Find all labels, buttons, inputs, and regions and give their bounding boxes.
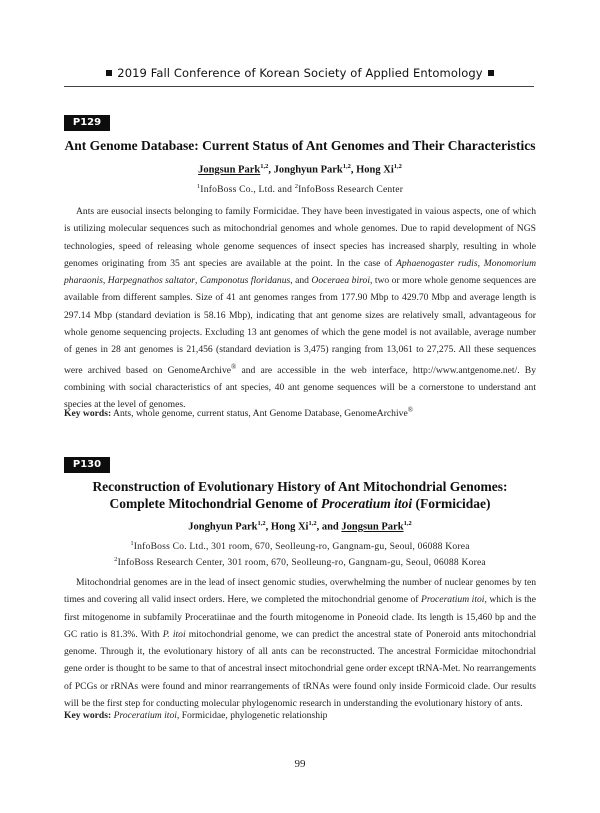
abstract-body: Mitochondrial genomes are in the lead of insect genomic studies, overwhelming the number of nuclear genomes by ten times and covering all valid insect orders. Here, we completed the mitochondrial genome of Proceratium itoi, which is the first mitogenome in subfamily Proceratiinae and the fourth mitogenome in Poneoid clade. Its length is 15,460 bp and the GC ratio is 81.3%. With P. itoi mitochondrial genome, we can predict the ancestral state of Poneroid ants mitochondrial genome. Through it, the evolutionary history of all ants can be reconstructed. The ancestral Formicidae mitochondrial gene order is thought to be same to that of ancestral insect mitochondrial gene order except tRNA-Met. No rearrangements of PCGs or rRNAs were found and minor rearrangements of tRNAs were found only inside Formicoid clade. Our results will be the first step for conducting molecular phylogenomic research in understanding the evolutionary history of ants.: [64, 577, 536, 710]
abstract-id-badge: P130: [64, 457, 110, 473]
author-name: Hong Xi: [356, 164, 394, 176]
species-name: Harpegnathos saltator: [107, 275, 195, 287]
author-sup: 1,2: [257, 520, 266, 527]
species-name: Proceratium itoi: [321, 496, 413, 511]
title-line: Reconstruction of Evolutionary History of Ant Mitochondrial Genomes:: [92, 479, 508, 494]
registered-mark: ®: [231, 362, 237, 371]
author-name: Hong Xi: [270, 521, 309, 533]
species-name: Monomorium pharaonis: [64, 257, 537, 287]
square-bullet-icon: [106, 70, 112, 76]
species-name: Camponotus floridanus: [199, 275, 291, 287]
keywords: Key words: Ants, whole genome, current status, Ant Genome Database, GenomeArchive®: [64, 406, 414, 420]
abstract-id-badge: P129: [64, 115, 110, 131]
author-name: Jonghyun Park: [273, 164, 343, 176]
keywords-label: Key words:: [64, 408, 112, 420]
author-list: Jonghyun Park$^{1,2}$, Hong Xi$^{1,2}$, and Jongsun Park$^{1,2}$: [188, 520, 412, 533]
affiliation-text: InfoBoss Co. Ltd., 301 room, 670, Seolleung-ro, Gangnam-gu, Seoul, 06088 Korea: [133, 541, 470, 553]
author-sup: 1,2: [342, 163, 351, 170]
species-name: P. itoi: [162, 628, 186, 640]
abstract-title: [64, 478, 536, 512]
species-name: Proceratium itoi: [421, 594, 485, 606]
keywords-label: Key words:: [64, 710, 112, 721]
square-bullet-icon: [488, 70, 494, 76]
page-number: 99: [294, 758, 306, 770]
running-header: [0, 66, 600, 80]
registered-mark: ®: [407, 406, 414, 414]
affiliation-text: InfoBoss Co., Ltd. and: [200, 184, 295, 196]
author-sup: 1,2: [393, 163, 402, 170]
author-sup: 1,2: [403, 520, 412, 527]
author-list: Jongsun Park$^{1,2}$, Jonghyun Park$^{1,2}$, Hong Xi$^{1,2}$: [198, 163, 402, 176]
author-name: Jongsun Park: [198, 164, 261, 176]
author-sup: 1,2: [260, 163, 269, 170]
header-text: 2019 Fall Conference of Korean Society of Applied Entomology: [117, 66, 483, 80]
species-name: Proceratium itoi: [113, 710, 177, 721]
abstract-title: Ant Genome Database: Current Status of Ant Genomes and Their Characteristics: [64, 138, 536, 153]
species-name: Aphaenogaster rudis: [395, 257, 478, 269]
species-name: Ooceraea biroi: [311, 275, 370, 287]
affiliation: $^1$InfoBoss Co., Ltd. and $^2$InfoBoss Research Center: [196, 183, 404, 196]
author-name: Jongsun Park: [341, 521, 404, 533]
header-rule: [64, 86, 534, 87]
affiliation: $^1$InfoBoss Co. Ltd., 301 room, 670, Seolleung-ro, Gangnam-gu, Seoul, 06088 Korea $^2$InfoBoss Research Center, 301 room, 670, Seolleung-ro, Gangnam-gu, Seoul, 06088 Korea: [114, 540, 486, 569]
abstract-body: Ants are eusocial insects belonging to family Formicidae. They have been investigated in vaious aspects, one of which is utilizing molecular sequences such as mitochondrial genomes and whole genomes. Due to rapid development of NGS technologies, speed of releasing whole genome sequences of insect species has increased sharply, resulting in whole genomes originating from 35 ant species are available at the point. In the case of Aphaenogaster rudis, Monomorium pharaonis, Harpegnathos saltator, Camponotus floridanus, and Ooceraea biroi, two or more whole genome sequences are available from different samples. Size of 41 ant genomes ranges from 177.90 Mbp to 429.70 Mbp and average length is 297.14 Mbp (standard deviation is 58.16 Mbp), indicating that ant genome sizes are relatively small, advantageous for whole genome sequencing projects. Excluding 13 ant genomes of which the gene model is not available, average number of genes in 28 ant genomes is 21,456 (standard deviation is 3,475) ranging from 13,061 to 27,275. All these sequences were archived based on GenomeArchive® and are accessible in the web interface, http://www.antgenome.net/. By combining with social characteristics of ant species, 40 ant genome sequences will be a cornerstone to understand ant species at the level of genomes.: [64, 206, 537, 411]
title-line: Complete Mitochondrial Genome of Proceratium itoi (Formicidae): [109, 496, 491, 511]
author-sup: 1,2: [308, 520, 317, 527]
affiliation-text: InfoBoss Research Center, 301 room, 670, Seolleung-ro, Gangnam-gu, Seoul, 06088 Korea: [117, 557, 486, 569]
affiliation-text: InfoBoss Research Center: [298, 184, 404, 196]
keywords: Key words: Proceratium itoi, Formicidae, phylogenetic relationship: [64, 710, 328, 721]
author-name: Jonghyun Park: [188, 521, 258, 533]
